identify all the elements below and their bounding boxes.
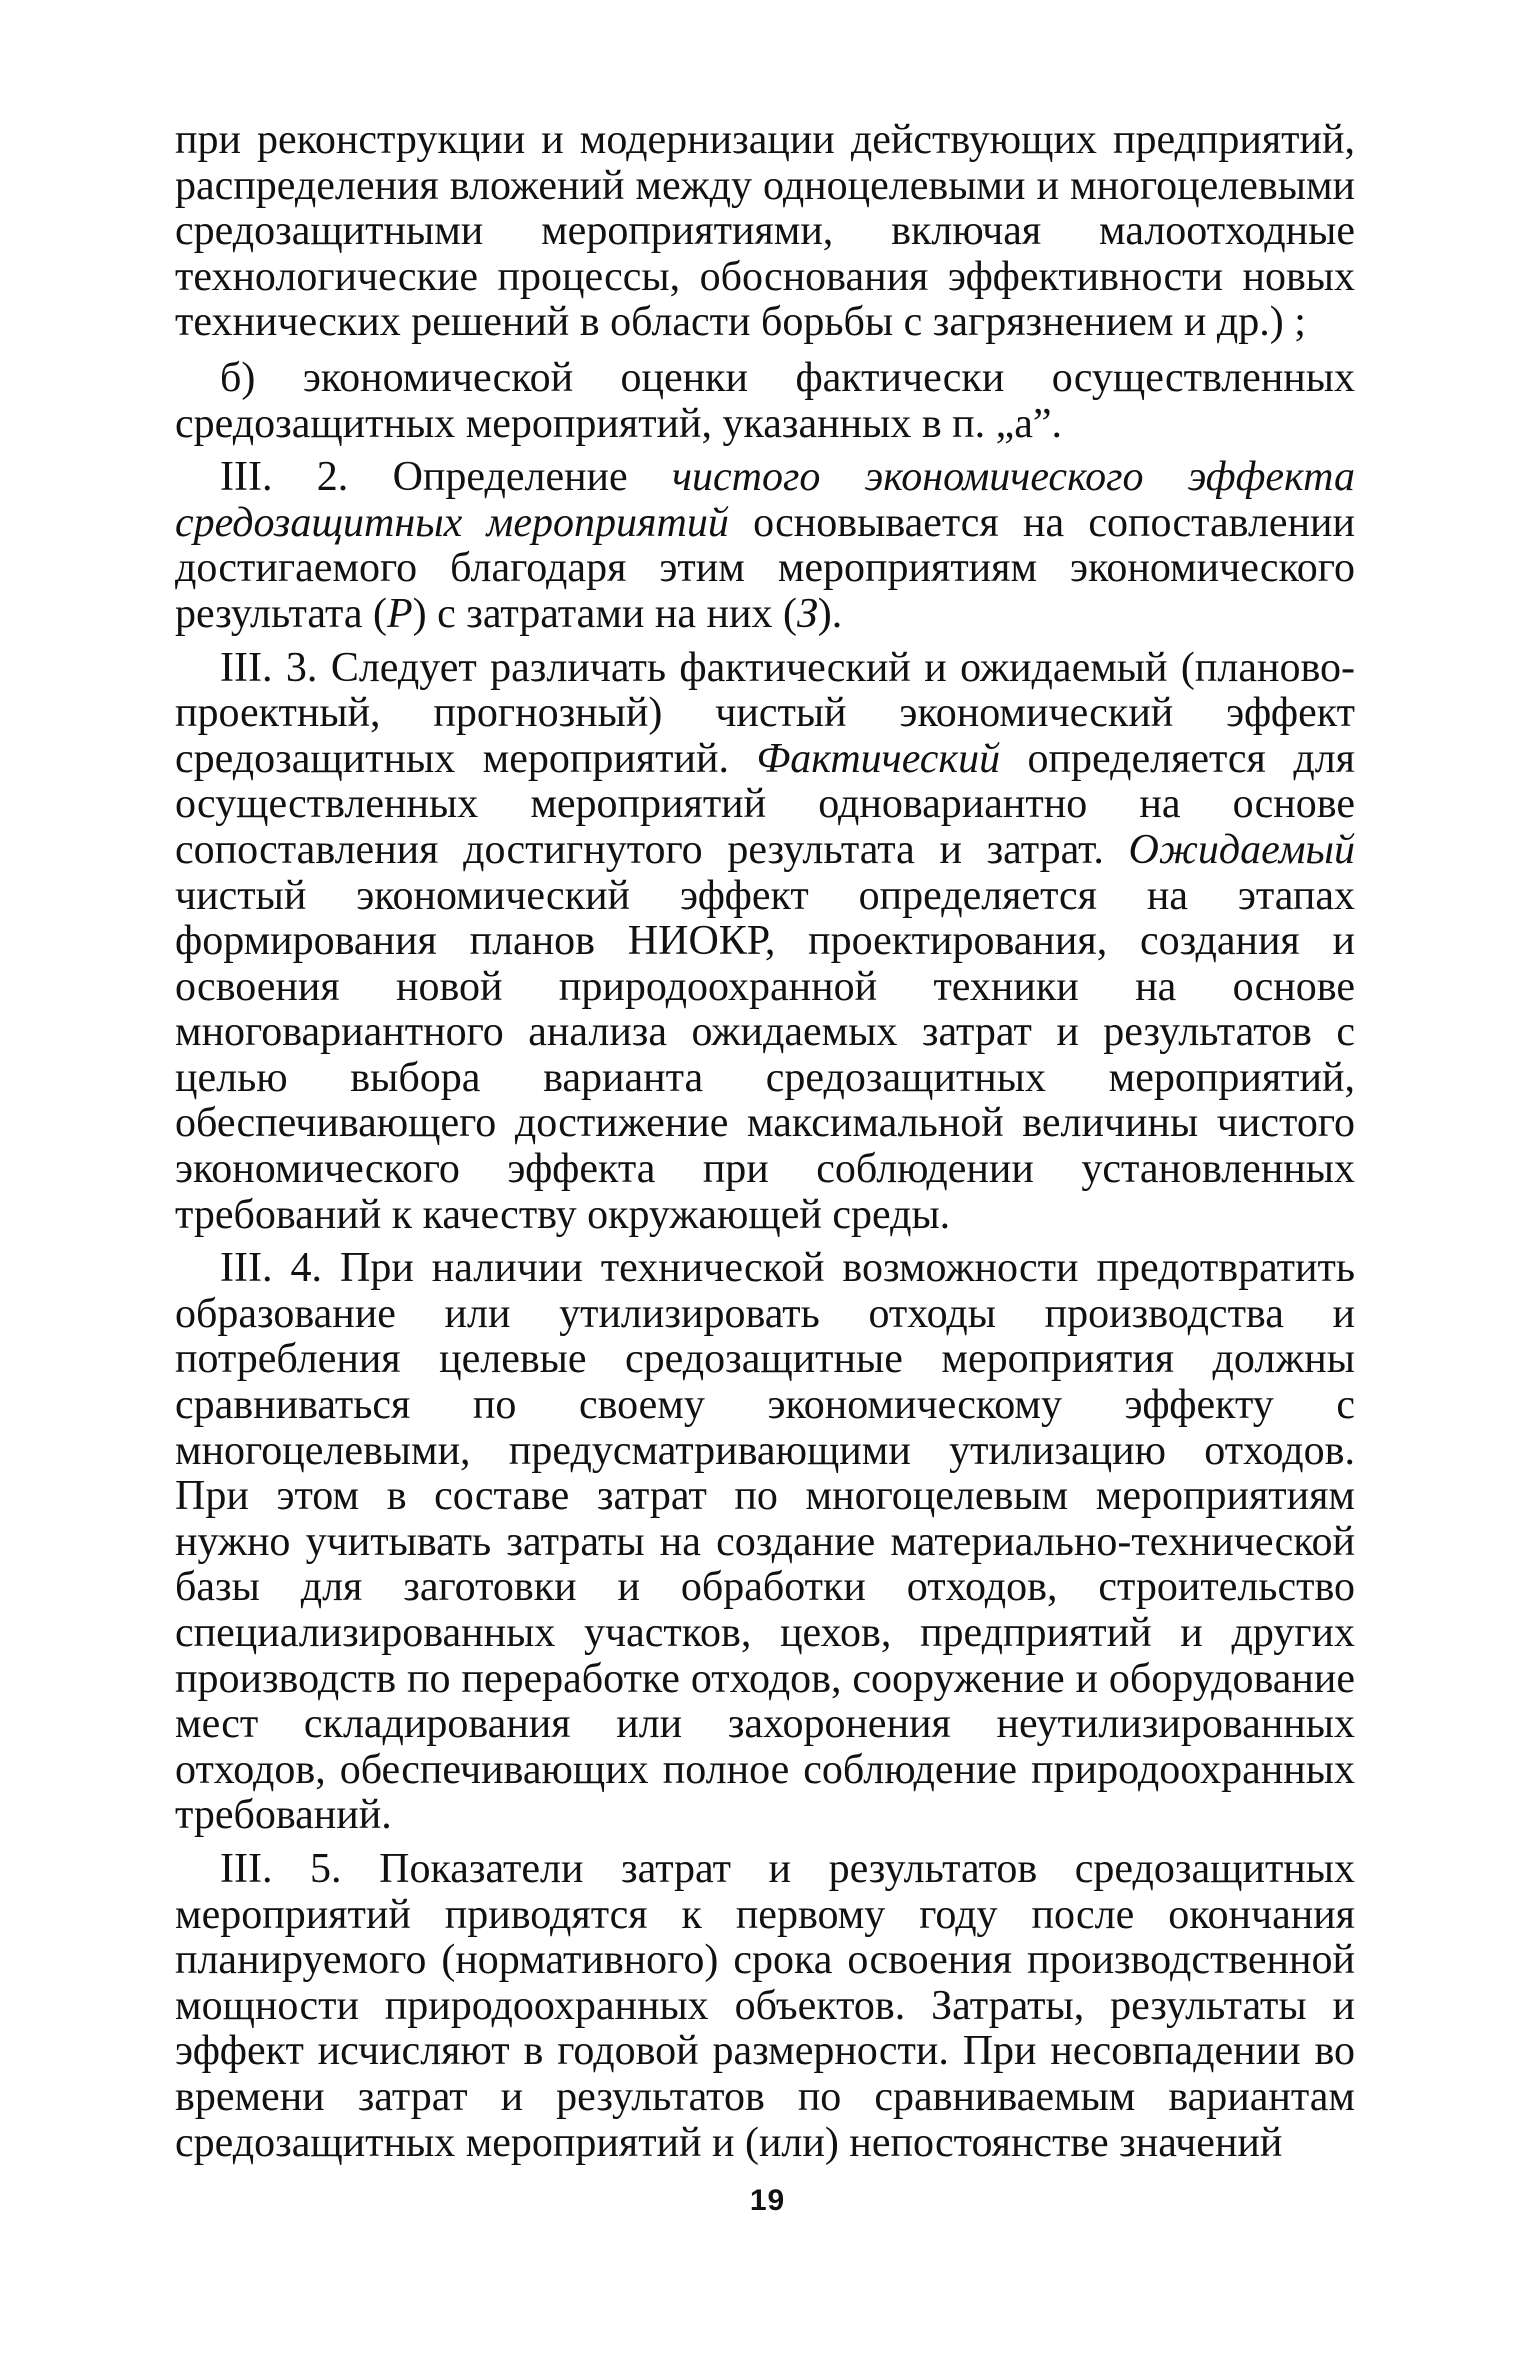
text-run: III. 2. Определение bbox=[220, 454, 672, 501]
body-text bbox=[175, 118, 1355, 2166]
paragraph-section-III-5 bbox=[175, 1847, 1355, 2166]
text-run: определяется для осуществленных мероприятий одновариантно на основе сопоставления достигнутого результата и затрат. bbox=[175, 735, 1355, 873]
text-run: б) экономической оценки фактически осуществленных средозащитных мероприятий, указанных в п. „а”. bbox=[175, 354, 1355, 447]
italic-text-run: Фактический bbox=[756, 735, 1001, 782]
italic-text-run: Ожидаемый bbox=[1128, 826, 1355, 873]
paragraph-section-III-2 bbox=[175, 455, 1355, 637]
italic-text-run: Р bbox=[386, 590, 413, 637]
paragraph-section-III-4 bbox=[175, 1246, 1355, 1839]
italic-text-run: чистого экономического эффекта средозащитных мероприятий bbox=[175, 454, 1355, 546]
text-run: чистый экономический эффект определяется на этапах формирования планов НИОКР, проектирования, создания и освоения новой природоохранной техники на основе многовариантного анализа ожидаемых затрат и результатов с целью выбора варианта средозащитных мероприятий, обеспечивающего достижение максимальной величины чистого экономического эффекта при соблюдении установленных требований к качеству окружающей среды. bbox=[175, 872, 1355, 1238]
italic-text-run: З bbox=[796, 590, 818, 637]
text-run: III. 5. Показатели затрат и результатов средозащитных мероприятий приводятся к первому году после окончания планируемого (нормативного) срока освоения производственной мощности природоохранных объектов. Затраты, результаты и эффект исчисляют в годовой размерности. При несовпадении во времени затрат и результатов по сравниваемым вариантам средозащитных мероприятий и (или) непостоянстве значений bbox=[175, 1845, 1355, 2166]
paragraph-section-III-3 bbox=[175, 646, 1355, 1239]
paragraph-item-b bbox=[175, 356, 1355, 447]
text-run: ) с затратами на них ( bbox=[412, 590, 797, 637]
page-number: 19 bbox=[749, 2184, 786, 2217]
text-run: при реконструкции и модернизации действующих предприятий, распределения вложений между одноцелевыми и многоцелевыми средозащитными мероприятиями, включая малоотходные технологические процессы, обоснования эффективности новых технических решений в области борьбы с загрязнением и др.) ; bbox=[175, 117, 1355, 346]
text-run: основывается на сопоставлении достигаемого благодаря этим мероприятиям экономического результата ( bbox=[175, 499, 1355, 637]
text-run: ). bbox=[817, 590, 843, 637]
paragraph-continuation bbox=[175, 118, 1355, 346]
text-run: III. 3. Следует различать фактический и ожидаемый (планово-проектный, прогнозный) чистый экономический эффект средозащитных мероприятий. bbox=[175, 644, 1355, 782]
text-run: III. 4. При наличии технической возможности предотвратить образование или утилизировать отходы производства и потребления целевые средозащитные мероприятия должны сравниваться по своему экономическому эффекту с многоцелевыми, предусматривающими утилизацию отходов. При этом в составе затрат по многоцелевым мероприятиям нужно учитывать затраты на создание материально-технической базы для заготовки и обработки отходов, строительство специализированных участков, цехов, предприятий и других производств по переработке отходов, сооружение и оборудование мест складирования или захоронения неутилизированных отходов, обеспечивающих полное соблюдение природоохранных требований. bbox=[175, 1245, 1355, 1839]
